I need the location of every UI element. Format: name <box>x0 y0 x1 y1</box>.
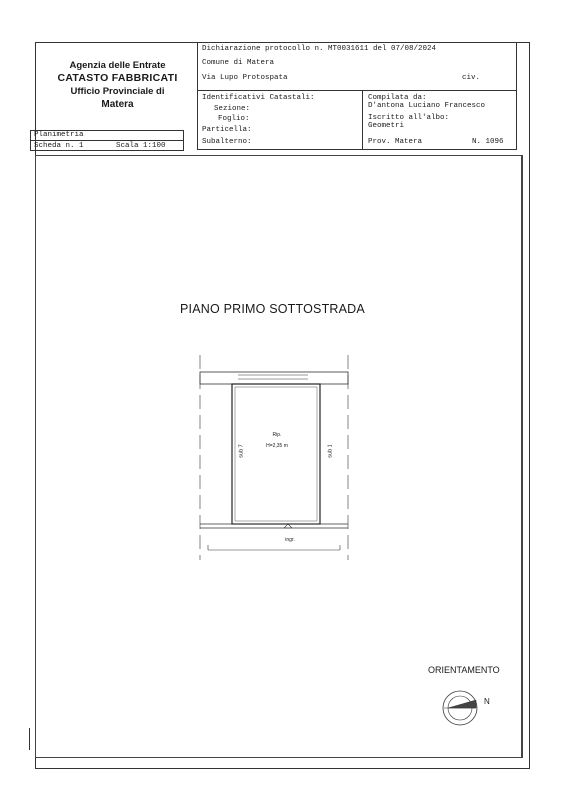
subalterno-label: Subalterno: <box>202 138 252 146</box>
floor-plan <box>190 355 365 565</box>
agency-name: Agenzia delle Entrate <box>69 60 166 71</box>
iscritto-label: Iscritto all'albo: <box>368 114 450 122</box>
identificativi-label: Identificativi Catastali: <box>202 94 315 102</box>
sezione-label: Sezione: <box>214 105 251 113</box>
numero-text: N. 1096 <box>472 138 504 146</box>
right-neighbor-label: sub 1 <box>327 444 334 458</box>
room-name: Rip. <box>272 432 282 438</box>
civ-text: civ. <box>462 74 481 82</box>
particella-label: Particella: <box>202 126 252 134</box>
orientation-label: ORIENTAMENTO <box>428 665 500 675</box>
top-wall <box>200 372 348 384</box>
office-block <box>40 56 195 126</box>
left-neighbor-label: sub 7 <box>238 444 245 458</box>
catasto-title: CATASTO FABBRICATI <box>57 72 178 84</box>
compass-icon <box>440 688 480 728</box>
room-inner <box>235 387 317 521</box>
header-sep-1 <box>197 90 517 91</box>
dichiarazione-text: Dichiarazione protocollo n. MT0031611 del 07/08/2024 <box>202 45 437 53</box>
entrance-label: ingr. <box>285 537 295 543</box>
foglio-label: Foglio: <box>218 115 250 123</box>
frame-bottom <box>35 768 530 769</box>
prov-text: Prov. Matera <box>368 138 423 146</box>
room-height: H=2,35 m <box>266 443 288 449</box>
compilata-label: Compilata da: <box>368 94 427 102</box>
north-label: N <box>484 697 490 706</box>
planimetria-label: Planimetria <box>34 131 84 139</box>
scala-label: Scala 1:100 <box>116 142 166 150</box>
room-outline <box>232 384 320 524</box>
comune-text: Comune di Matera <box>202 59 275 67</box>
margin-mark <box>29 728 30 750</box>
scheda-label: Scheda n. 1 <box>34 142 84 150</box>
compilata-name: D'antona Luciano Francesco <box>368 102 486 110</box>
office-city: Matera <box>101 99 134 110</box>
frame-right <box>529 42 530 769</box>
iscritto-value: Geometri <box>368 122 405 130</box>
planimetria-sep <box>30 140 184 141</box>
plan-title: PIANO PRIMO SOTTOSTRADA <box>180 302 365 316</box>
via-text: Via Lupo Protospata <box>202 74 288 82</box>
ufficio-label: Ufficio Provinciale di <box>70 86 165 97</box>
header-col-sep <box>362 90 363 150</box>
